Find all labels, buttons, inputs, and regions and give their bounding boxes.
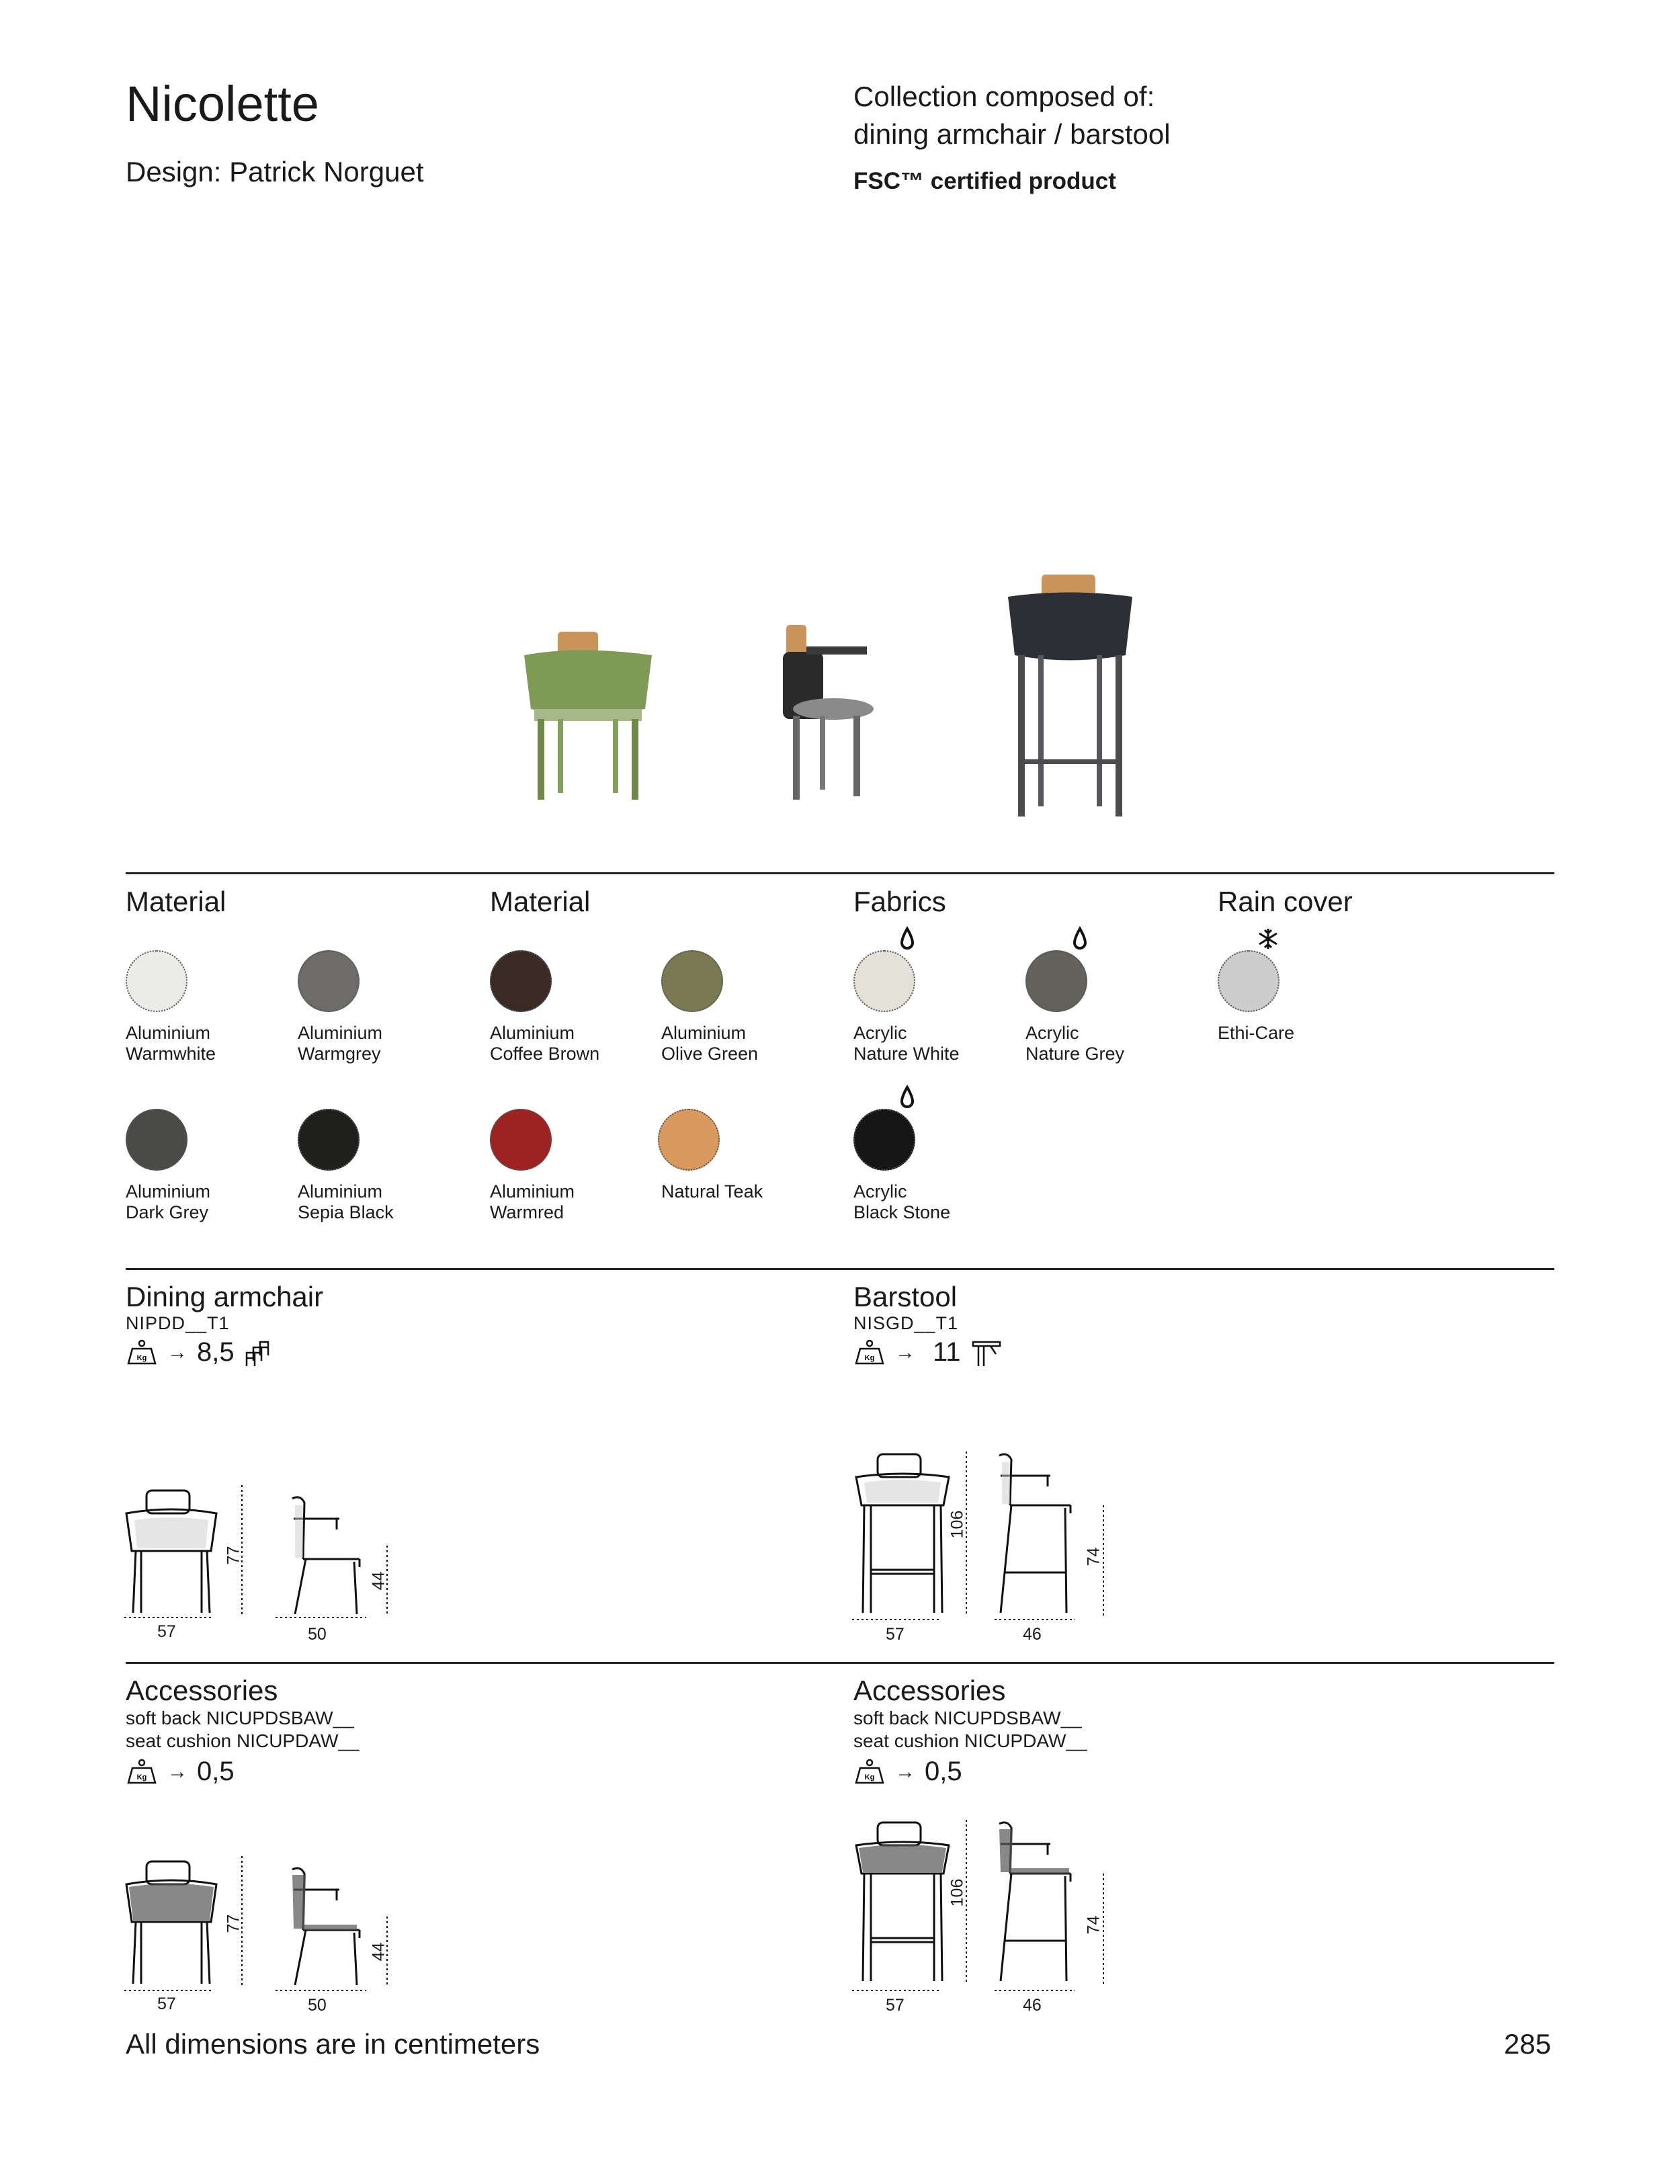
swatch-aluminium-coffee-brown (490, 950, 552, 1012)
swatch-label: Acrylic Nature Grey (1025, 1023, 1125, 1064)
barstool-height-label: 106 (948, 1510, 967, 1539)
barstool-weight-value: 11 (933, 1337, 961, 1367)
accessories-right-title: Accessories (853, 1675, 1006, 1706)
swatch-label: Aluminium Warmwhite (126, 1023, 216, 1064)
swatch-aluminium-dark-grey (126, 1109, 187, 1171)
divider-1 (126, 872, 1554, 874)
swatch-ethi-care (1218, 950, 1279, 1012)
dining-width-label: 57 (157, 1622, 176, 1641)
swatch-natural-teak (658, 1109, 720, 1171)
barstool-weight (853, 1337, 1003, 1368)
swatch-acrylic-nature-grey (1025, 950, 1087, 1012)
accessories-barstool-side-drawing (991, 1820, 1085, 1988)
swatch-aluminium-warmred (490, 1109, 552, 1171)
barstool-code: NISGD__T1 (853, 1313, 959, 1333)
arrow-icon: → (167, 1760, 187, 1783)
swatch-label: Aluminium Warmgrey (298, 1023, 383, 1064)
accessories-armchair-front-drawing (121, 1856, 222, 1990)
dimension-line (124, 1989, 212, 1992)
black-barstool-image (1008, 575, 1132, 816)
weight-kg-icon (853, 1759, 886, 1786)
barstool-width-label: 57 (886, 1625, 905, 1644)
accessories-right-seat-height-label: 74 (1084, 1915, 1103, 1935)
accessories-left-height-label: 77 (224, 1914, 243, 1933)
dining-armchair-side-drawing (279, 1492, 380, 1620)
accessories-right-seat-cushion: seat cushion NICUPDAW__ (853, 1730, 1087, 1751)
swatch-acrylic-nature-white (853, 950, 915, 1012)
fabrics-heading: Fabrics (853, 886, 946, 917)
water-drop-icon (1072, 927, 1088, 950)
accessories-left-weight (126, 1757, 235, 1787)
dining-weight (126, 1337, 274, 1368)
swatch-aluminium-warmwhite (126, 950, 187, 1012)
swatch-label: Aluminium Olive Green (661, 1023, 759, 1064)
dimension-line (995, 1618, 1075, 1621)
water-drop-icon (899, 927, 915, 950)
bar-height-icon (970, 1338, 1003, 1368)
swatch-aluminium-olive-green (661, 950, 723, 1012)
dining-armchair-code: NIPDD__T1 (126, 1313, 230, 1333)
dimension-line (276, 1989, 366, 1992)
swatch-acrylic-black-stone (853, 1109, 915, 1171)
weight-kg-icon (126, 1759, 158, 1786)
accessories-right-width-label: 57 (886, 1996, 905, 2015)
svg-text:Kg: Kg (136, 1773, 147, 1781)
accessories-armchair-side-drawing (279, 1863, 380, 1990)
accessories-left-seat-height-label: 44 (369, 1942, 388, 1962)
dining-armchair-front-drawing (121, 1485, 222, 1620)
accessories-right-height-label: 106 (948, 1878, 967, 1907)
barstool-front-drawing (852, 1452, 953, 1620)
arrow-icon: → (167, 1341, 187, 1363)
dimensions-note: All dimensions are in centimeters (126, 2028, 540, 2060)
swatch-label: Ethi-Care (1218, 1023, 1295, 1043)
accessories-left-weight-value: 0,5 (197, 1757, 235, 1786)
arrow-icon: → (895, 1341, 915, 1363)
accessories-right-weight-value: 0,5 (925, 1757, 962, 1786)
dimension-line (124, 1616, 212, 1619)
swatch-label: Acrylic Black Stone (853, 1181, 951, 1222)
stackable-icon (244, 1338, 274, 1368)
swatch-label: Natural Teak (661, 1181, 763, 1202)
dining-height-label: 77 (224, 1546, 243, 1565)
accessories-left-soft-back: soft back NICUPDSBAW__ (126, 1708, 354, 1728)
swatch-label: Aluminium Coffee Brown (490, 1023, 600, 1064)
dimension-line (276, 1616, 366, 1619)
designer-credit: Design: Patrick Norguet (126, 156, 424, 187)
divider-3 (126, 1662, 1554, 1664)
material-heading-2: Material (490, 886, 591, 917)
swatch-aluminium-sepia-black (298, 1109, 360, 1171)
dining-seat-height-label: 44 (369, 1571, 388, 1591)
accessories-left-title: Accessories (126, 1675, 278, 1706)
svg-text:Kg: Kg (864, 1773, 875, 1781)
dimension-line (852, 1989, 939, 1992)
accessories-right-weight (853, 1757, 962, 1787)
dining-armchair-title: Dining armchair (126, 1281, 324, 1312)
snowflake-icon (1257, 927, 1279, 950)
dining-weight-value: 8,5 (197, 1337, 235, 1367)
arrow-icon: → (895, 1760, 915, 1783)
collection-line-2: dining armchair / barstool (853, 118, 1171, 150)
collection-line-1: Collection composed of: (853, 81, 1155, 112)
page-number: 285 (1504, 2028, 1552, 2060)
barstool-depth-label: 46 (1023, 1625, 1042, 1644)
material-heading-1: Material (126, 886, 226, 917)
accessories-right-soft-back: soft back NICUPDSBAW__ (853, 1708, 1082, 1728)
fsc-certification: FSC™ certified product (853, 168, 1116, 194)
barstool-title: Barstool (853, 1281, 958, 1312)
grey-armchair-image (783, 625, 874, 800)
swatch-aluminium-warmgrey (298, 950, 360, 1012)
divider-2 (126, 1268, 1554, 1270)
water-drop-icon (899, 1086, 915, 1109)
accessories-left-seat-cushion: seat cushion NICUPDAW__ (126, 1730, 360, 1751)
product-photo (470, 564, 1176, 833)
weight-kg-icon (853, 1339, 886, 1366)
svg-text:Kg: Kg (136, 1353, 147, 1362)
dimension-line (852, 1618, 939, 1621)
swatch-label: Aluminium Sepia Black (298, 1181, 394, 1222)
accessories-left-width-label: 57 (157, 1994, 176, 2013)
svg-text:Kg: Kg (864, 1353, 875, 1362)
rain-cover-heading: Rain cover (1218, 886, 1353, 917)
swatch-label: Aluminium Warmred (490, 1181, 575, 1222)
accessories-right-depth-label: 46 (1023, 1996, 1042, 2015)
swatch-label: Acrylic Nature White (853, 1023, 960, 1064)
accessories-barstool-front-drawing (852, 1820, 953, 1988)
product-title: Nicolette (126, 76, 319, 132)
weight-kg-icon (126, 1339, 158, 1366)
accessories-left-depth-label: 50 (308, 1996, 327, 2015)
green-armchair-image (524, 632, 652, 800)
barstool-seat-height-label: 74 (1084, 1547, 1103, 1566)
dining-depth-label: 50 (308, 1625, 327, 1644)
barstool-side-drawing (991, 1452, 1085, 1620)
swatch-label: Aluminium Dark Grey (126, 1181, 211, 1222)
dimension-line (995, 1989, 1075, 1992)
